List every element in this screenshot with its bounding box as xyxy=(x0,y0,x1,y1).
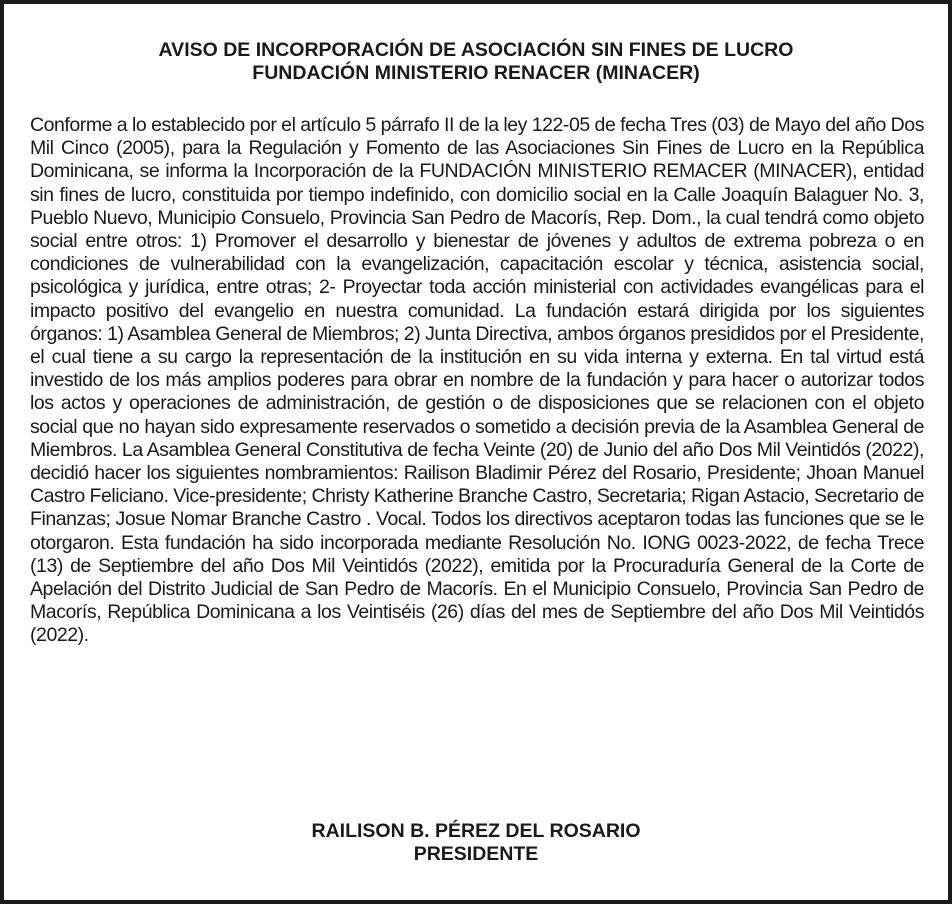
notice-title-line-2: FUNDACIÓN MINISTERIO RENACER (MINACER) xyxy=(252,62,700,84)
signature-block xyxy=(24,820,928,866)
signature-title: PRESIDENTE xyxy=(413,843,539,865)
signature-name: RAILISON B. PÉREZ DEL ROSARIO xyxy=(311,820,641,842)
notice-title xyxy=(24,39,928,85)
notice-title-line-1: AVISO DE INCORPORACIÓN DE ASOCIACIÓN SIN FINES DE LUCRO xyxy=(158,39,794,61)
notice-body: Conforme a lo establecido por el artículo 5 párrafo II de la ley 122-05 de fecha Tres (03) de Mayo del año Dos Mil Cinco (2005), para la Regulación y Fomento de las Asociaciones Sin Fines de Lucro en la República Dominicana, se informa la Incorporación de la FUNDACIÓN MINISTERIO REMACER (MINACER), entidad sin fines de lucro, constituida por tiempo indefinido, con domicilio social en la Calle Joaquín Balaguer No. 3, Pueblo Nuevo, Municipio Consuelo, Provincia San Pedro de Macorís, Rep. Dom., la cual tendrá como objeto social entre otros: 1) Promover el desarrollo y bienestar de jóvenes y adultos de extrema pobreza o en condiciones de vulnerabilidad con la evangelización, capacitación escolar y técnica, asistencia social, psicológica y jurídica, entre otras; 2- Proyectar toda acción ministerial con actividades evangélicas para el impacto positivo del evangelio en nuestra comunidad. La fundación estará dirigida por los siguientes órganos: 1) Asamblea General de Miembros; 2) Junta Directiva, ambos órganos presididos por el Presidente, el cual tiene a su cargo la representación de la institución en su vida interna y externa. En tal virtud está investido de los más amplios poderes para obrar en nombre de la fundación y para hacer o autorizar todos los actos y operaciones de administración, de gestión o de disposiciones que se relacionen con el objeto social que no hayan sido expresamente reservados o sometido a decisión previa de la Asamblea General de Miembros. La Asamblea General Constitutiva de fecha Veinte (20) de Junio del año Dos Mil Veintidós (2022), decidió hacer los siguientes nombramientos: Railison Bladimir Pérez del Rosario, Presidente; Jhoan Manuel Castro Feliciano. Vice-presidente; Christy Katherine Branche Castro, Secretaria; Rigan Astacio, Secretario de Finanzas; Josue Nomar Branche Castro . Vocal. Todos los directivos aceptaron todas las funciones que se le otorgaron. Esta fundación ha sido incorporada mediante Resolución No. IONG 0023-2022, de fecha Trece (13) de Septiembre del año Dos Mil Veintidós (2022), emitida por la Procuraduría General de la Corte de Apelación del Distrito Judicial de San Pedro de Macorís. En el Municipio Consuelo, Provincia San Pedro de Macorís, República Dominicana a los Veintiséis (26) días del mes de Septiembre del año Dos Mil Veintidós (2022). xyxy=(30,114,924,647)
